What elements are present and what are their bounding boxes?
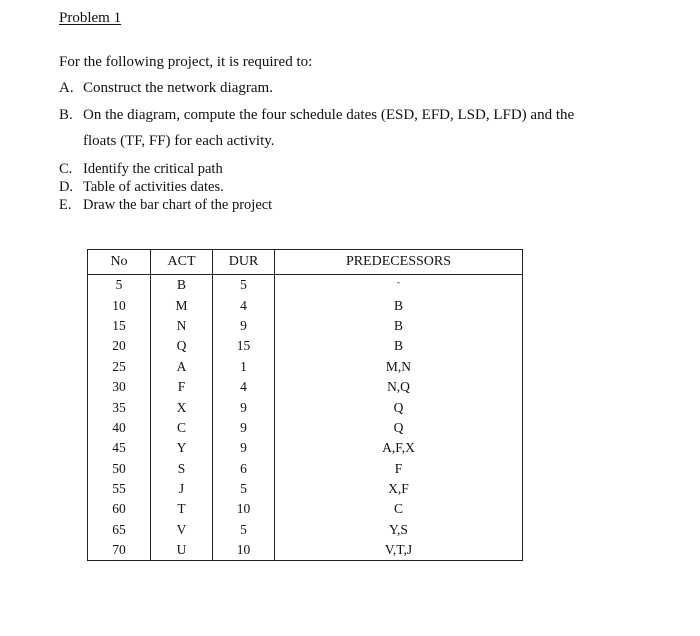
- cell-dur: 10: [213, 499, 275, 519]
- cell-no: 55: [88, 479, 151, 499]
- header-no: No: [88, 250, 151, 275]
- table-row: [88, 540, 523, 561]
- cell-dur: 4: [213, 295, 275, 315]
- cell-act: Y: [151, 438, 213, 458]
- table-row: [88, 499, 523, 519]
- cell-dur: 4: [213, 377, 275, 397]
- cell-no: 30: [88, 377, 151, 397]
- cell-no: 45: [88, 438, 151, 458]
- cell-dur: 9: [213, 418, 275, 438]
- table-row: [88, 275, 523, 296]
- cell-no: 65: [88, 520, 151, 540]
- cell-no: 40: [88, 418, 151, 438]
- requirement-b: [59, 107, 574, 150]
- cell-dur: 10: [213, 540, 275, 561]
- cell-predecessors: -: [275, 275, 523, 296]
- table-row: [88, 459, 523, 479]
- cell-predecessors: B: [275, 316, 523, 336]
- cell-no: 20: [88, 336, 151, 356]
- requirement-text: Draw the bar chart of the project: [83, 197, 273, 213]
- cell-predecessors: Q: [275, 397, 523, 417]
- cell-predecessors: X,F: [275, 479, 523, 499]
- cell-act: N: [151, 316, 213, 336]
- requirement-text: Identify the critical path: [83, 161, 223, 177]
- requirement-continuation: floats (TF, FF) for each activity.: [83, 133, 275, 149]
- requirement-d: [59, 179, 224, 196]
- cell-act: S: [151, 459, 213, 479]
- requirement-letter: B.: [59, 107, 73, 123]
- requirement-letter: E.: [59, 197, 72, 213]
- header-predecessors: PREDECESSORS: [275, 250, 523, 275]
- header-act: ACT: [151, 250, 213, 275]
- requirement-letter: A.: [59, 80, 74, 96]
- table-header-row: [88, 250, 523, 275]
- cell-act: U: [151, 540, 213, 561]
- table-row: [88, 438, 523, 458]
- cell-predecessors: Y,S: [275, 520, 523, 540]
- cell-act: C: [151, 418, 213, 438]
- table-row: [88, 357, 523, 377]
- cell-dur: 5: [213, 275, 275, 296]
- cell-act: A: [151, 357, 213, 377]
- cell-dur: 9: [213, 316, 275, 336]
- requirement-letter: C.: [59, 161, 73, 177]
- requirement-e: [59, 197, 272, 214]
- cell-act: B: [151, 275, 213, 296]
- cell-dur: 1: [213, 357, 275, 377]
- cell-dur: 6: [213, 459, 275, 479]
- cell-no: 5: [88, 275, 151, 296]
- cell-predecessors: B: [275, 295, 523, 315]
- cell-no: 15: [88, 316, 151, 336]
- cell-predecessors: M,N: [275, 357, 523, 377]
- cell-no: 10: [88, 295, 151, 315]
- requirement-text: On the diagram, compute the four schedule dates (ESD, EFD, LSD, LFD) and the: [83, 107, 575, 123]
- cell-predecessors: C: [275, 499, 523, 519]
- problem-title: Problem 1: [59, 10, 122, 26]
- activities-table: [87, 249, 523, 561]
- cell-no: 60: [88, 499, 151, 519]
- header-dur: DUR: [213, 250, 275, 275]
- cell-act: V: [151, 520, 213, 540]
- table-row: [88, 520, 523, 540]
- table-row: [88, 377, 523, 397]
- cell-act: J: [151, 479, 213, 499]
- cell-act: T: [151, 499, 213, 519]
- cell-act: F: [151, 377, 213, 397]
- cell-predecessors: V,T,J: [275, 540, 523, 561]
- requirement-c: [59, 161, 223, 178]
- cell-dur: 15: [213, 336, 275, 356]
- table-row: [88, 418, 523, 438]
- cell-dur: 5: [213, 520, 275, 540]
- cell-act: Q: [151, 336, 213, 356]
- cell-predecessors: A,F,X: [275, 438, 523, 458]
- cell-no: 25: [88, 357, 151, 377]
- requirement-text: Construct the network diagram.: [83, 80, 273, 96]
- cell-act: M: [151, 295, 213, 315]
- cell-dur: 5: [213, 479, 275, 499]
- problem-intro: For the following project, it is required to:: [59, 54, 313, 70]
- requirement-text: Table of activities dates.: [83, 179, 224, 195]
- table-row: [88, 295, 523, 315]
- cell-no: 35: [88, 397, 151, 417]
- table-row: [88, 397, 523, 417]
- cell-dur: 9: [213, 438, 275, 458]
- table-row: [88, 336, 523, 356]
- table-row: [88, 316, 523, 336]
- requirement-letter: D.: [59, 179, 74, 195]
- cell-act: X: [151, 397, 213, 417]
- cell-predecessors: F: [275, 459, 523, 479]
- cell-predecessors: N,Q: [275, 377, 523, 397]
- table-row: [88, 479, 523, 499]
- cell-predecessors: Q: [275, 418, 523, 438]
- requirement-a: [59, 80, 273, 97]
- cell-predecessors: B: [275, 336, 523, 356]
- cell-no: 50: [88, 459, 151, 479]
- cell-dur: 9: [213, 397, 275, 417]
- cell-no: 70: [88, 540, 151, 561]
